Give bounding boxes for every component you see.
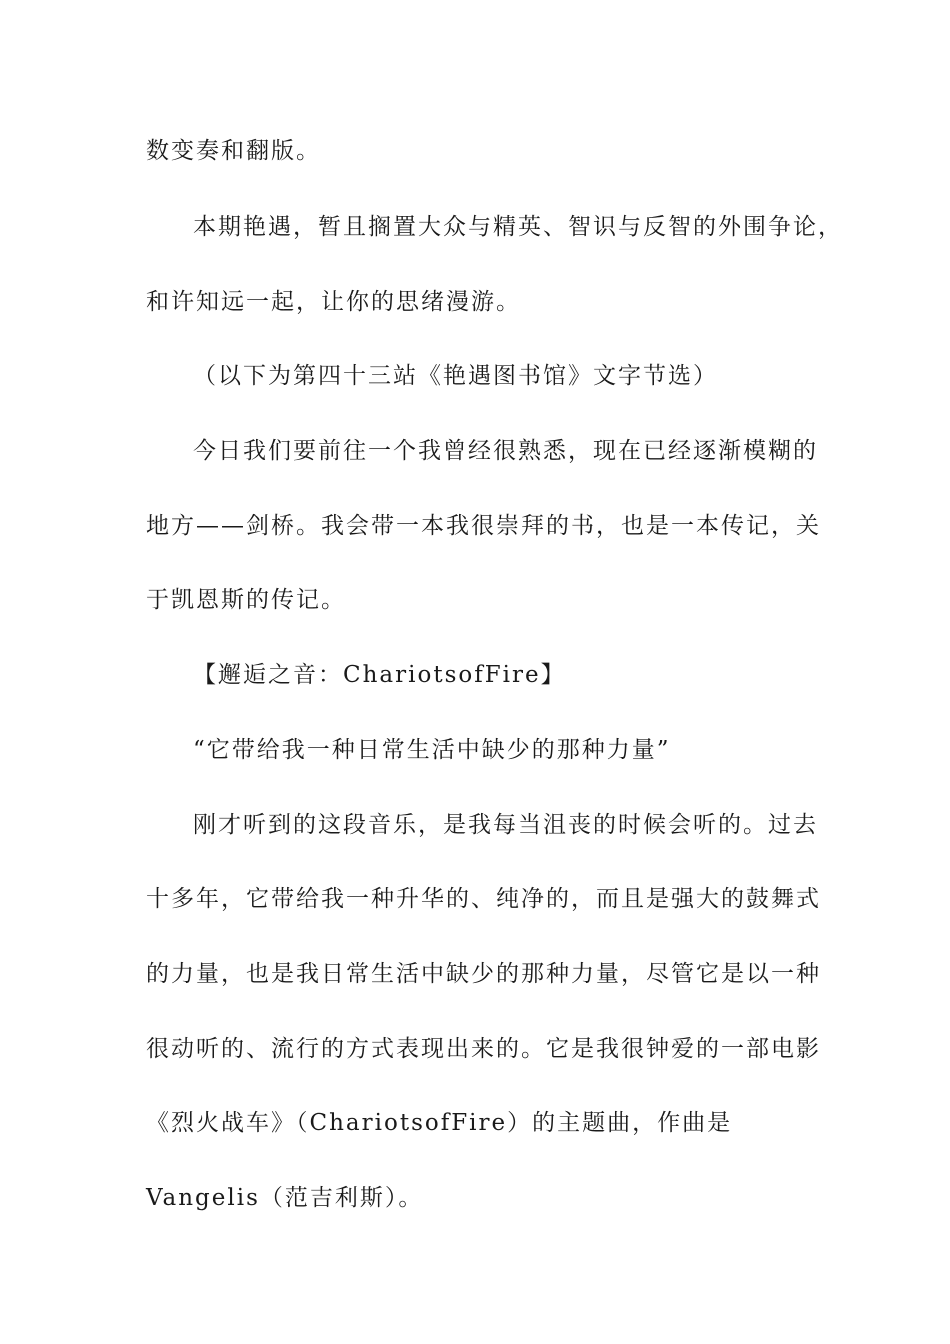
paragraph-first-line: 今日我们要前往一个我曾经很熟悉，现在已经逐渐模糊的	[193, 438, 818, 464]
text-line: 《烈火战车》（ChariotsofFire）的主题曲，作曲是	[146, 1110, 733, 1136]
section-heading: 【邂逅之音：ChariotsofFire】	[193, 662, 566, 688]
paragraph-first-line: （以下为第四十三站《艳遇图书馆》文字节选）	[193, 363, 718, 389]
text-line: 的力量，也是我日常生活中缺少的那种力量，尽管它是以一种	[146, 961, 821, 987]
text-line: 数变奏和翻版。	[146, 138, 321, 164]
text-line: 十多年，它带给我一种升华的、纯净的，而且是强大的鼓舞式	[146, 886, 821, 912]
paragraph-first-line: 刚才听到的这段音乐，是我每当沮丧的时候会听的。过去	[193, 812, 818, 838]
text-line: 于凯恩斯的传记。	[146, 587, 346, 613]
text-line: 很动听的、流行的方式表现出来的。它是我很钟爱的一部电影	[146, 1036, 821, 1062]
paragraph-first-line: 本期艳遇，暂且搁置大众与精英、智识与反智的外围争论，	[193, 214, 843, 240]
text-line: 和许知远一起，让你的思绪漫游。	[146, 289, 521, 315]
text-line: 地方——剑桥。我会带一本我很崇拜的书，也是一本传记，关	[146, 513, 821, 539]
quote-line: “它带给我一种日常生活中缺少的那种力量”	[193, 737, 671, 763]
text-line: Vangelis（范吉利斯）。	[146, 1185, 424, 1211]
